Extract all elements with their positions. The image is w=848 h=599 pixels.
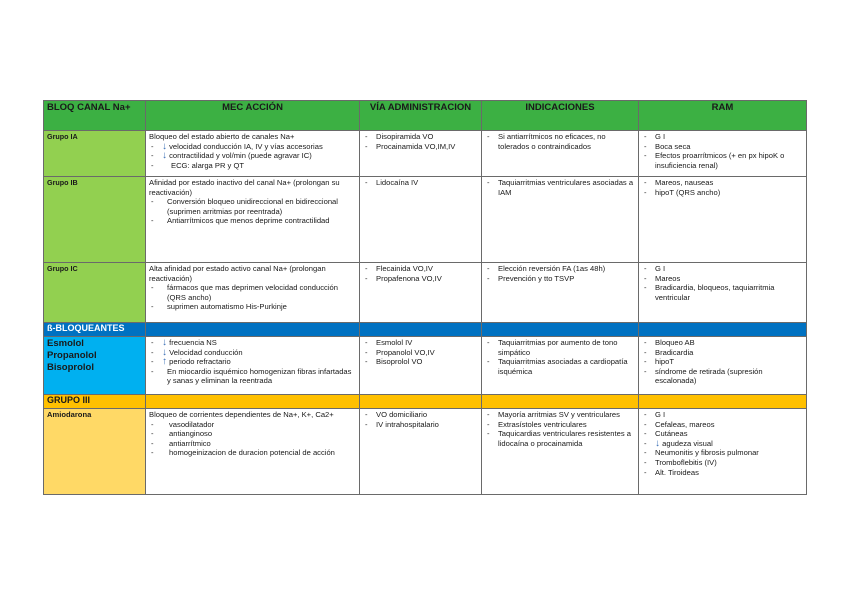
- row-grupo-ic: [44, 263, 807, 323]
- beta-ind-item: - Taquiarritmias por aumento de tono simpático: [485, 338, 635, 357]
- beta-ram-item: - Bloqueo AB: [642, 338, 803, 348]
- ib-ind-cell: [482, 177, 639, 263]
- group-ib-label: Grupo IB: [44, 177, 146, 263]
- g3-ram-item: - Cutáneas: [642, 429, 803, 439]
- beta-via-cell: [360, 337, 482, 395]
- ia-mec-intro: Bloqueo del estado abierto de canales Na+: [149, 132, 295, 141]
- ic-ram-cell: [639, 263, 807, 323]
- section-grupo-iii-row: [44, 395, 807, 409]
- arrow-down-icon: ↓: [655, 437, 660, 449]
- ib-via-item: - Lidocaína IV: [363, 178, 478, 188]
- beta-ram-item: - hipoT: [642, 357, 803, 367]
- header-via: VÍA ADMINISTRACION: [360, 101, 482, 131]
- g3-ram-item: - G I: [642, 410, 803, 420]
- ib-mec-item: - Antiarrítmicos que menos deprime contractilidad: [149, 216, 356, 226]
- beta-drugs-cell: [44, 337, 146, 395]
- g3-mec-item: - antiarrítmico: [149, 439, 356, 449]
- header-mec-accion: MEC ACCIÓN: [146, 101, 360, 131]
- ic-ram-item: - G I: [642, 264, 803, 274]
- header-ram: RAM: [639, 101, 807, 131]
- ib-mec-intro: Afinidad por estado inactivo del canal Na+ (prolongan su reactivación): [149, 178, 340, 197]
- section-beta-label: ß-BLOQUEANTES: [44, 323, 146, 337]
- ia-via-item: - Disopiramida VO: [363, 132, 478, 142]
- arrow-down-icon: ↓: [162, 150, 167, 162]
- beta-drug: Esmolol: [47, 338, 84, 349]
- g3-mec-cell: [146, 409, 360, 495]
- ic-ram-item: - Bradicardia, bloqueos, taquiarritmia ventricular: [642, 283, 803, 302]
- ic-ind-item: - Prevención y tto TSVP: [485, 274, 635, 284]
- beta-mec-item: - ↑ periodo refractario: [149, 357, 356, 367]
- g3-ind-item: - Mayoría arritmias SV y ventriculares: [485, 410, 635, 420]
- g3-mec-item: - vasodilatador: [149, 420, 356, 430]
- ic-via-item: - Propafenona VO,IV: [363, 274, 478, 284]
- ic-mec-item: - fármacos que mas deprimen velocidad conducción (QRS ancho): [149, 283, 356, 302]
- ia-via-cell: [360, 131, 482, 177]
- group-ia-label: Grupo IA: [44, 131, 146, 177]
- row-grupo-ib: [44, 177, 807, 263]
- section-beta-row: [44, 323, 807, 337]
- beta-via-item: - Esmolol IV: [363, 338, 478, 348]
- ia-ram-item: - G I: [642, 132, 803, 142]
- amiodarona-label: Amiodarona: [44, 409, 146, 495]
- ia-ind-cell: [482, 131, 639, 177]
- g3-ind-cell: [482, 409, 639, 495]
- beta-mec-item: - ↓ frecuencia NS: [149, 338, 356, 348]
- ia-mec-item: - ↓ contractilidad y vol/min (puede agravar IC): [149, 151, 356, 161]
- antiarrhythmic-table: [43, 100, 807, 495]
- beta-ram-item: - Bradicardia: [642, 348, 803, 358]
- beta-mec-item: - ↓ Velocidad conducción: [149, 348, 356, 358]
- g3-mec-item: - homogeinizacion de duracion potencial de acción: [149, 448, 356, 458]
- ic-mec-cell: [146, 263, 360, 323]
- row-beta: [44, 337, 807, 395]
- beta-via-item: - Bisoprolol VO: [363, 357, 478, 367]
- beta-drug: Bisoprolol: [47, 362, 94, 373]
- ib-mec-item: - Conversión bloqueo unidireccional en bidireccional (suprimen arritmias por reentrada): [149, 197, 356, 216]
- ia-via-item: - Procainamida VO,IM,IV: [363, 142, 478, 152]
- ib-via-cell: [360, 177, 482, 263]
- arrow-down-icon: ↓: [162, 337, 167, 348]
- ia-ram-item: - Efectos proarrítmicos (+ en px hipoK o insuficiencia renal): [642, 151, 803, 170]
- ib-mec-cell: [146, 177, 360, 263]
- ic-mec-intro: Alta afinidad por estado activo canal Na+ (prolongan reactivación): [149, 264, 326, 283]
- ib-ram-item: - Mareos, nauseas: [642, 178, 803, 188]
- beta-via-item: - Propanolol VO,IV: [363, 348, 478, 358]
- g3-via-cell: [360, 409, 482, 495]
- beta-ram-item: - síndrome de retirada (supresión escalonada): [642, 367, 803, 386]
- arrow-up-icon: ↑: [162, 356, 167, 368]
- g3-ind-item: - Taquicardias ventriculares resistentes a lidocaína o procainamida: [485, 429, 635, 448]
- ia-ind-item: - Si antiarrítmicos no eficaces, no tolerados o contraindicados: [485, 132, 635, 151]
- header-row: [44, 101, 807, 131]
- ia-ram-item: - Boca seca: [642, 142, 803, 152]
- ib-ind-item: - Taquiarritmias ventriculares asociadas a IAM: [485, 178, 635, 197]
- g3-via-item: - IV intrahospitalario: [363, 420, 478, 430]
- header-indicaciones: INDICACIONES: [482, 101, 639, 131]
- ib-ram-item: - hipoT (QRS ancho): [642, 188, 803, 198]
- row-amiodarona: [44, 409, 807, 495]
- beta-ind-item: - Taquiarritmias asociadas a cardiopatía isquémica: [485, 357, 635, 376]
- ia-mec-item: - ↓ velocidad conducción IA, IV y vías accesorias: [149, 142, 356, 152]
- ia-mec-cell: [146, 131, 360, 177]
- section-grupo-iii-label: GRUPO III: [44, 395, 146, 409]
- row-grupo-ia: [44, 131, 807, 177]
- g3-via-item: - VO domiciliario: [363, 410, 478, 420]
- g3-mec-item: - antianginoso: [149, 429, 356, 439]
- g3-ram-item: - Alt. Tiroideas: [642, 468, 803, 478]
- ic-ram-item: - Mareos: [642, 274, 803, 284]
- g3-ram-item: - ↓ agudeza visual: [642, 439, 803, 449]
- ic-ind-cell: [482, 263, 639, 323]
- beta-mec-item: - En miocardio isquémico homogenizan fibras infartadas y sanas y eliminan la reentrada: [149, 367, 356, 386]
- ib-ram-cell: [639, 177, 807, 263]
- ic-ind-item: - Elección reversión FA (1as 48h): [485, 264, 635, 274]
- beta-mec-cell: [146, 337, 360, 395]
- g3-mec-intro: Bloqueo de corrientes dependientes de Na+, K+, Ca2+: [149, 410, 334, 419]
- g3-ram-item: - Tromboflebitis (IV): [642, 458, 803, 468]
- beta-drug: Propanolol: [47, 350, 97, 361]
- ic-via-cell: [360, 263, 482, 323]
- header-bloq-canal: BLOQ CANAL Na+: [44, 101, 146, 131]
- ic-mec-item: - suprimen automatismo His-Purkinje: [149, 302, 356, 312]
- arrow-down-icon: ↓: [162, 140, 167, 152]
- ia-mec-item: - ECG: alarga PR y QT: [149, 161, 356, 171]
- g3-ram-item: - Cefaleas, mareos: [642, 420, 803, 430]
- group-ic-label: Grupo IC: [44, 263, 146, 323]
- g3-ram-cell: [639, 409, 807, 495]
- beta-ram-cell: [639, 337, 807, 395]
- arrow-down-icon: ↓: [162, 346, 167, 358]
- g3-ind-item: - Extrasístoles ventriculares: [485, 420, 635, 430]
- ic-via-item: - Flecainida VO,IV: [363, 264, 478, 274]
- g3-ram-item: - Neumonitis y fibrosis pulmonar: [642, 448, 803, 458]
- ia-ram-cell: [639, 131, 807, 177]
- beta-ind-cell: [482, 337, 639, 395]
